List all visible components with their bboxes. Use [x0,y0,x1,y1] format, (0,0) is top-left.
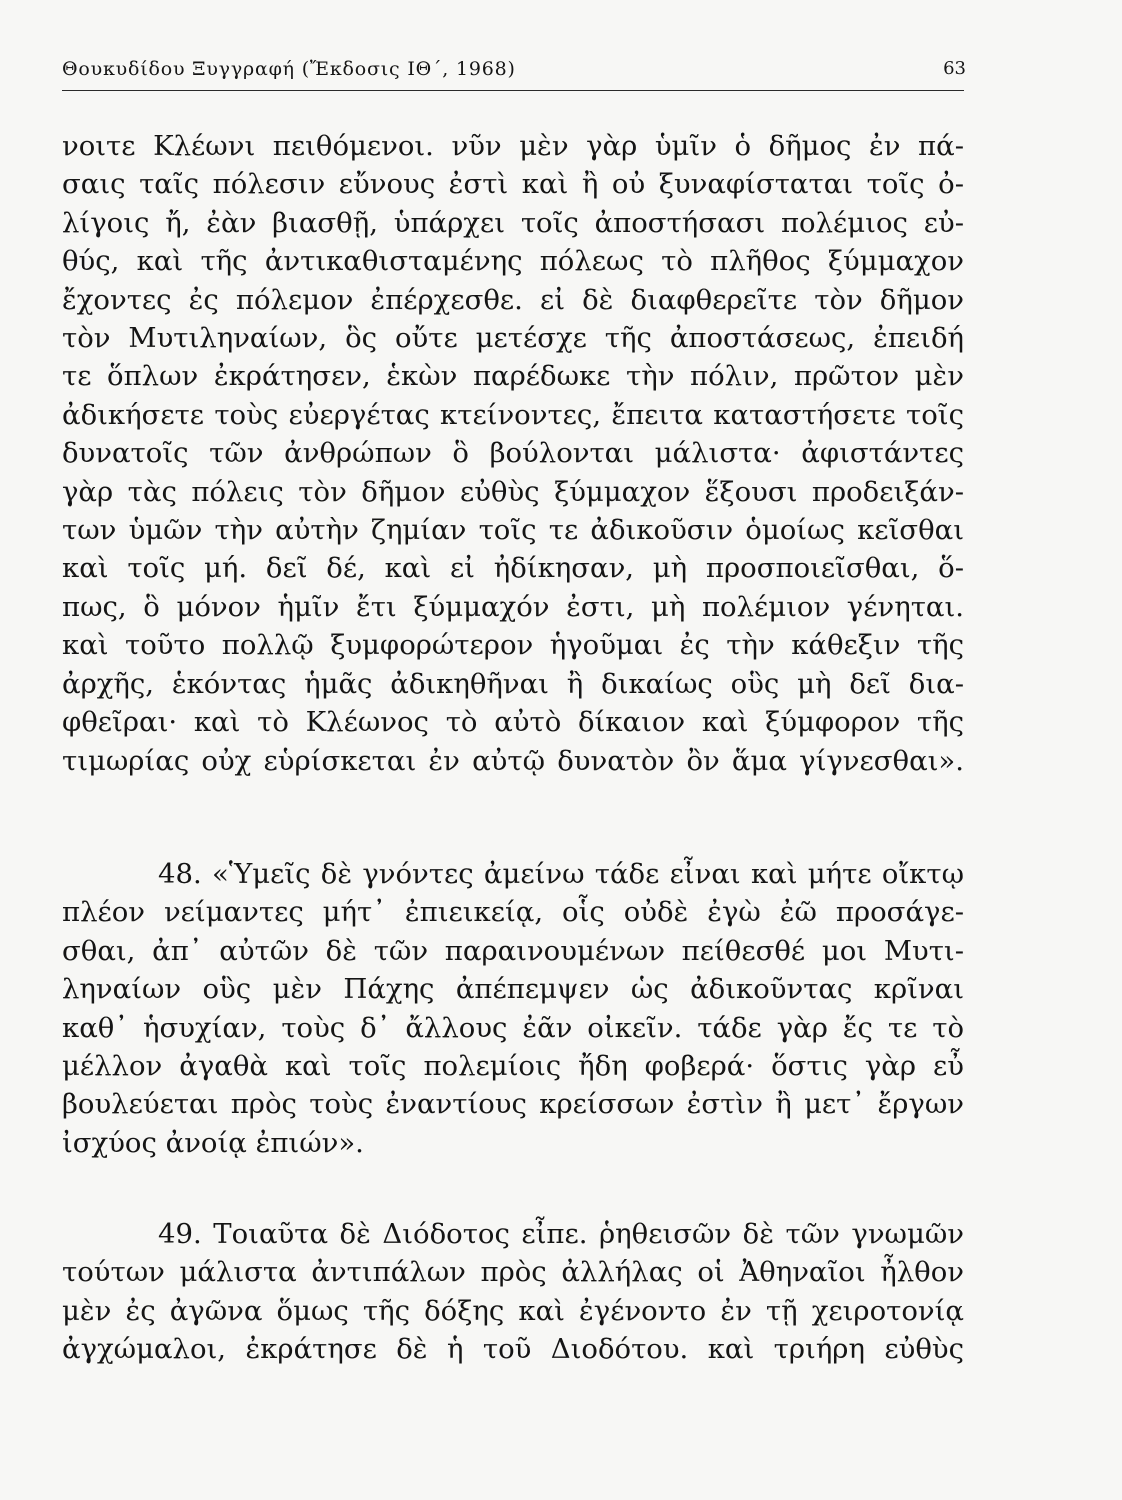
text-line: δυνατοῖς τῶν ἀνθρώπων ὃ βούλονται μάλιστα· ἀφιστάντες [62,437,964,470]
text-line: φθεῖραι· καὶ τὸ Κλέωνος τὸ αὐτὸ δίκαιον καὶ ξύμφορον τῆς [62,706,964,739]
text-line: ἀδικήσετε τοὺς εὐεργέτας κτείνοντες, ἔπειτα καταστήσετε τοῖς [62,398,964,431]
text-line: καθ᾽ ἡσυχίαν, τοὺς δ᾽ ἄλλους ἐᾶν οἰκεῖν. τάδε γὰρ ἔς τε τὸ [62,1011,964,1044]
text-line: τὸν Μυτιληναίων, ὃς οὔτε μετέσχε τῆς ἀποστάσεως, ἐπειδή [62,322,964,355]
paragraph-1 [62,127,964,780]
text-line: τιμωρίας οὐχ εὑρίσκεται ἐν αὐτῷ δυνατὸν ὂν ἅμα γίγνεσθαι». [62,744,964,777]
text-line: πως, ὃ μόνον ἡμῖν ἔτι ξύμμαχόν ἐστι, μὴ πολέμιον γένηται. [62,590,964,623]
text-line: καὶ τοῦτο πολλῷ ξυμφορώτερον ἡγοῦμαι ἐς τὴν κάθεξιν τῆς [62,629,964,662]
text-line: βουλεύεται πρὸς τοὺς ἐναντίους κρείσσων ἐστὶν ἢ μετ᾽ ἔργων [62,1088,964,1121]
text-line: ἀγχώμαλοι, ἐκράτησε δὲ ἡ τοῦ Διοδότου. καὶ τριήρη εὐθὺς [62,1333,964,1366]
text-line: νοιτε Κλέωνι πειθόμενοι. νῦν μὲν γὰρ ὑμῖν ὁ δῆμος ἐν πά- [62,130,964,162]
text-line: ληναίων οὓς μὲν Πάχης ἀπέπεμψεν ὡς ἀδικοῦντας κρῖναι [62,973,964,1006]
text-line: καὶ τοῖς μή. δεῖ δέ, καὶ εἰ ἠδίκησαν, μὴ προσποιεῖσθαι, ὅ- [62,552,964,585]
text-line: ἔχοντες ἐς πόλεμον ἐπέρχεσθε. εἰ δὲ διαφθερεῖτε τὸν δῆμον [62,283,964,316]
text-line: 48. «Ὑμεῖς δὲ γνόντες ἀμείνω τάδε εἶναι καὶ μήτε οἴκτῳ [158,858,964,890]
paragraph-48 [62,855,964,1162]
text-line: των ὑμῶν τὴν αὐτὴν ζημίαν τοῖς τε ἀδικοῦσιν ὁμοίως κεῖσθαι [62,514,964,547]
text-line: λίγοις ἤ, ἐὰν βιασθῇ, ὑπάρχει τοῖς ἀποστήσασι πολέμιος εὐ- [62,206,964,239]
text-line: ἀρχῆς, ἑκόντας ἡμᾶς ἀδικηθῆναι ἢ δικαίως οὓς μὴ δεῖ δια- [62,667,964,700]
page-number: 63 [943,58,966,79]
text-line: γὰρ τὰς πόλεις τὸν δῆμον εὐθὺς ξύμμαχον ἕξουσι προδειξάν- [62,475,964,508]
text-line: 49. Τοιαῦτα δὲ Διόδοτος εἶπε. ῥηθεισῶν δὲ τῶν γνωμῶν [158,1218,964,1250]
text-line: σθαι, ἀπ᾽ αὐτῶν δὲ τῶν παραινουμένων πείθεσθέ μοι Μυτι- [62,934,964,967]
text-line: τούτων μάλιστα ἀντιπάλων πρὸς ἀλλήλας οἱ Ἀθηναῖοι ἦλθον [62,1256,964,1289]
text-line: σαις ταῖς πόλεσιν εὔνους ἐστὶ καὶ ἢ οὐ ξυναφίσταται τοῖς ὀ- [62,168,964,201]
text-line: τε ὅπλων ἐκράτησεν, ἑκὼν παρέδωκε τὴν πόλιν, πρῶτον μὲν [62,360,964,393]
text-line: πλέον νείμαντες μήτ᾽ ἐπιεικείᾳ, οἷς οὐδὲ ἐγὼ ἐῶ προσάγε- [62,896,964,929]
text-line: μὲν ἐς ἀγῶνα ὅμως τῆς δόξης καὶ ἐγένοντο ἐν τῇ χειροτονίᾳ [62,1294,964,1327]
text-line: μέλλον ἀγαθὰ καὶ τοῖς πολεμίοις ἤδη φοβερά· ὅστις γὰρ εὖ [62,1050,964,1083]
text-line: θύς, καὶ τῆς ἀντικαθισταμένης πόλεως τὸ πλῆθος ξύμμαχον [62,245,964,278]
header-title: Θουκυδίδου Ξυγγραφή (Ἔκδοσις ΙΘ΄, 1968) [62,58,516,80]
text-line: ἰσχύος ἀνοίᾳ ἐπιών». [62,1126,364,1159]
running-header [62,54,964,91]
paragraph-49 [62,1215,964,1369]
